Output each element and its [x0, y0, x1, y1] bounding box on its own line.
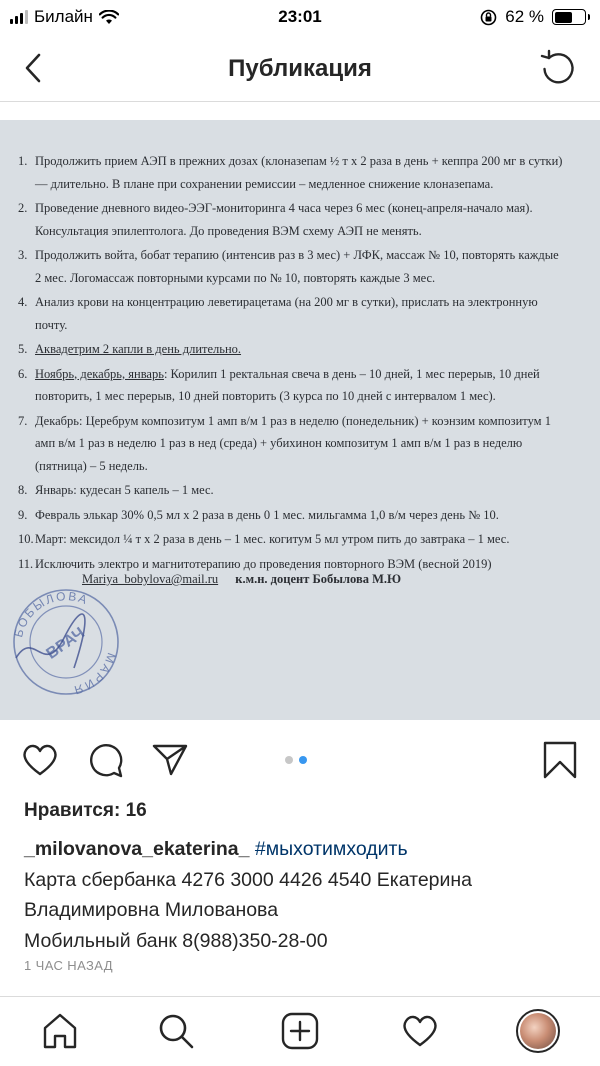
doc-item-text: Анализ крови на концентрацию леветирацетама (на 200 мг в сутки), прислать на электронную почту.: [35, 295, 538, 332]
doc-item-text: Продолжить войта, бобат терапию (интенсив раз в 3 мес) + ЛФК, массаж № 10, повторять каждые 2 мес. Логомассаж повторными курсами по № 10, повторять каждые 3 мес.: [35, 248, 559, 285]
caption-line-1: Карта сбербанка 4276 3000 4426 4540 Екатерина: [24, 868, 473, 891]
doc-item: [18, 363, 563, 408]
post-timestamp: 1 ЧАС НАЗАД: [24, 958, 113, 973]
caption-line-2: Владимировна Милованова: [24, 899, 279, 921]
hashtag-link[interactable]: #мыхотимходить: [254, 838, 408, 860]
doc-item-text: Февраль элькар 30% 0,5 мл х 2 раза в день 0 1 мес. мильгамма 1,0 в/м через день № 10.: [35, 507, 499, 522]
add-post-icon[interactable]: [280, 1011, 320, 1051]
doctor-email: Mariya_bobylova@mail.ru: [82, 572, 219, 586]
bookmark-icon[interactable]: [540, 740, 580, 780]
doc-item-number: 11.: [18, 556, 34, 571]
doc-item-text: Январь: кудесан 5 капель – 1 мес.: [35, 483, 214, 497]
doc-item-text: Аквадетрим 2 капли в день длительно.: [35, 342, 242, 356]
medical-document: [18, 150, 563, 577]
activity-heart-icon[interactable]: [400, 1011, 440, 1051]
doc-item-number: 9.: [18, 507, 28, 522]
doc-item-number: 1.: [18, 154, 28, 168]
doc-item: [18, 150, 563, 195]
home-icon[interactable]: [40, 1011, 80, 1051]
doc-item: [18, 291, 563, 336]
stamp-text-top: БОБЫЛОВА: [11, 588, 91, 639]
doc-item: [18, 410, 563, 478]
doc-item-number: 10.: [18, 532, 34, 546]
stamp-text-mid: ВРАЧ: [43, 624, 88, 663]
doc-item-number: 4.: [18, 295, 28, 309]
status-right: [480, 7, 586, 27]
carousel-dot: [299, 756, 307, 764]
doc-item-text: Продолжить прием АЭП в прежних дозах (клоназепам ½ т х 2 раза в день + кеппра 200 мг в сутки) — длительно. В плане при сохранении ремиссии – медленное снижение клоназепама.: [35, 154, 563, 191]
carousel-indicator: [285, 756, 307, 764]
doc-item-number: 8.: [18, 483, 28, 497]
doc-item-number: 2.: [18, 201, 28, 215]
heart-icon[interactable]: [20, 740, 60, 780]
carrier-name: Билайн: [34, 7, 93, 26]
doc-item-text: Март: мексидол ¼ т х 2 раза в день – 1 мес. когитум 5 мл утром пить до завтрака – 1 мес.: [35, 532, 510, 546]
stamp-seal: [4, 568, 124, 698]
doc-item-text: Проведение дневного видео-ЭЭГ-мониторинга 4 часа через 6 мес (конец-апреля-начало мая). Консультация эпилептолога. До проведения ВЭМ схему АЭП не менять.: [35, 201, 533, 238]
doc-item-text: Декабрь: Церебрум композитум 1 амп в/м 1 раз в неделю (понедельник) + коэнзим композитум 1 амп в/м 1 раз в неделю 1 раз в нед (среда) + убихинон композитум 1 амп в/м 1 раз в неделю (пятница) – 5 недель.: [35, 413, 551, 473]
carousel-dot: [285, 756, 293, 764]
doc-item: [18, 244, 563, 289]
doc-item: [18, 528, 563, 551]
caption-line-3: Мобильный банк 8(988)350-28-00: [24, 929, 328, 952]
refresh-icon[interactable]: [538, 48, 578, 88]
doc-item: [18, 338, 563, 361]
share-icon[interactable]: [150, 740, 190, 780]
doc-item-lead: Ноябрь, декабрь, январь: [35, 366, 164, 381]
orientation-lock-icon: [480, 9, 497, 26]
likes-count[interactable]: Нравится: 16: [24, 800, 147, 821]
header: [0, 36, 600, 102]
status-bar: [0, 0, 600, 36]
battery-icon: [552, 9, 586, 25]
page-title: Публикация: [228, 55, 372, 82]
post-actions: [0, 736, 600, 786]
search-icon[interactable]: [156, 1011, 196, 1051]
doc-item-number: 3.: [18, 248, 28, 262]
recommendation-list: [18, 150, 563, 575]
post-caption: [24, 834, 584, 956]
doctor-signature: к.м.н. доцент Бобылова М.Ю: [235, 572, 402, 586]
post-username[interactable]: _milovanova_ekaterina_: [24, 838, 250, 860]
doc-item-number: 5.: [18, 342, 28, 356]
comment-icon[interactable]: [86, 740, 126, 780]
doc-item-number: 6.: [18, 366, 28, 381]
doc-item-text: Исключить электро и магнитотерапию до проведения повторного ВЭМ (весной 2019): [35, 556, 492, 571]
doc-item-number: 7.: [18, 413, 28, 428]
clock: 23:01: [278, 7, 322, 26]
doc-item: [18, 504, 563, 527]
doc-item: [18, 479, 563, 502]
stamp-text-bottom: МАРИЯ: [70, 650, 119, 698]
doc-signature-line: [82, 572, 401, 587]
tab-bar: [0, 996, 600, 1066]
doc-item: [18, 197, 563, 242]
doc-item-text: : Корилип 1 ректальная свеча в день – 10 дней, 1 мес перерыв, 10 дней повторить, 1 мес перерыв, 10 дней повторить (3 курса по 10 дней с интервалом 1 мес).: [35, 366, 540, 403]
battery-percent: 62 %: [505, 7, 544, 26]
post-photo[interactable]: [0, 120, 600, 720]
profile-avatar[interactable]: [516, 1009, 560, 1053]
